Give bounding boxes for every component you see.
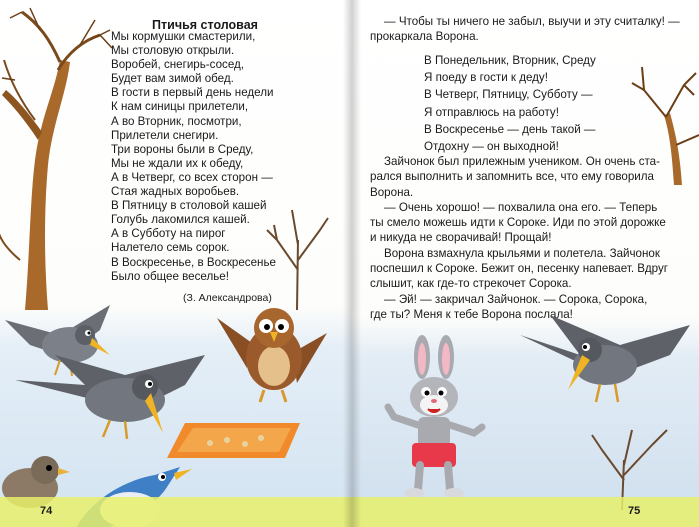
story-line: поспешил к Сороке. Бежит он, песенку напевает. Вдруг <box>370 262 668 276</box>
poem-line: Мы кормушки смастерили, <box>111 30 256 43</box>
text-line: прокаркала Ворона. <box>370 30 479 44</box>
poem-line: К нам синицы прилетели, <box>111 100 249 114</box>
rhyme-line: Отдохну — он выходной! <box>424 140 559 154</box>
owl-illustration <box>212 298 332 408</box>
page-number-left: 74 <box>40 505 53 517</box>
poem-line: Будет вам зимой обед. <box>111 72 234 86</box>
crow-intro-text <box>370 14 680 44</box>
right-page <box>352 0 699 527</box>
rhyme-line: В Четверг, Пятницу, Субботу — <box>424 88 593 102</box>
story-line: где ты? Меня к тебе Ворона послала! <box>370 307 573 321</box>
rhyme-line: Я поеду в гости к деду! <box>424 71 548 85</box>
story-line: рался выполнить и запомнить все, что ему говорила <box>370 170 654 184</box>
page-number-right: 75 <box>628 505 641 517</box>
poem-author: (З. Александрова) <box>183 292 272 304</box>
story-line: и никуда не сворачивай! Прощай! <box>370 231 552 245</box>
rhyme-line: В Понедельник, Вторник, Среду <box>424 54 596 67</box>
book-gutter <box>343 0 361 527</box>
text-line: — Чтобы ты ничего не забыл, выучи и эту считалку! — <box>384 15 680 28</box>
poem-line: Прилетели снегири. <box>111 128 219 142</box>
story-line: Ворона взмахнула крыльями и полетела. Зайчонок <box>384 246 660 260</box>
story-line: — Очень хорошо! — похвалила она его. — Теперь <box>384 200 658 214</box>
poem-line: В гости в первый день недели <box>111 86 274 100</box>
bare-tree-left-illustration <box>0 0 120 310</box>
crow-illustration <box>520 310 699 410</box>
poem-line: Стая жадных воробьев. <box>111 185 240 199</box>
poem-line: Налетело семь сорок. <box>111 241 230 255</box>
story-text <box>370 154 668 322</box>
poem-line: Мы не ждали их к обеду, <box>111 156 244 170</box>
story-line: ты смело можешь идти к Сороке. Иди по этой дорожке <box>370 216 666 230</box>
rhyme-line: Я отправлюсь на работу! <box>424 105 559 119</box>
poem-title: Птичья столовая <box>152 18 258 33</box>
poem-line: А во Вторник, посмотри, <box>111 114 242 128</box>
story-line: слышит, как где-то стрекочет Сорока. <box>370 277 572 291</box>
counting-rhyme <box>424 52 596 155</box>
poem-line: А в Четверг, со всех сторон — <box>111 170 273 184</box>
poem-line: В Пятницу в столовой кашей <box>111 199 267 213</box>
ground-band <box>0 497 352 527</box>
poem-line: А в Субботу на пирог <box>111 227 226 241</box>
ground-band <box>352 497 699 527</box>
poem-line: Мы столовую открыли. <box>111 44 235 58</box>
bunny-illustration <box>382 335 502 500</box>
rhyme-line: В Воскресенье — день такой — <box>424 122 596 136</box>
poem-line: Голубь лакомился кашей. <box>111 213 250 227</box>
story-line: Зайчонок был прилежным учеником. Он очень ста- <box>384 155 660 168</box>
poem-line: Было общее веселье! <box>111 269 229 283</box>
poem-stanza <box>111 30 276 284</box>
story-line: — Эй! — закричал Зайчонок. — Сорока, Сорока, <box>384 292 648 306</box>
poem-line: В Воскресенье, в Воскресенье <box>111 255 276 269</box>
story-line: Ворона. <box>370 185 414 199</box>
poem-line: Воробей, снегирь-сосед, <box>111 58 245 72</box>
poem-line: Три вороны были в Среду, <box>111 142 254 156</box>
